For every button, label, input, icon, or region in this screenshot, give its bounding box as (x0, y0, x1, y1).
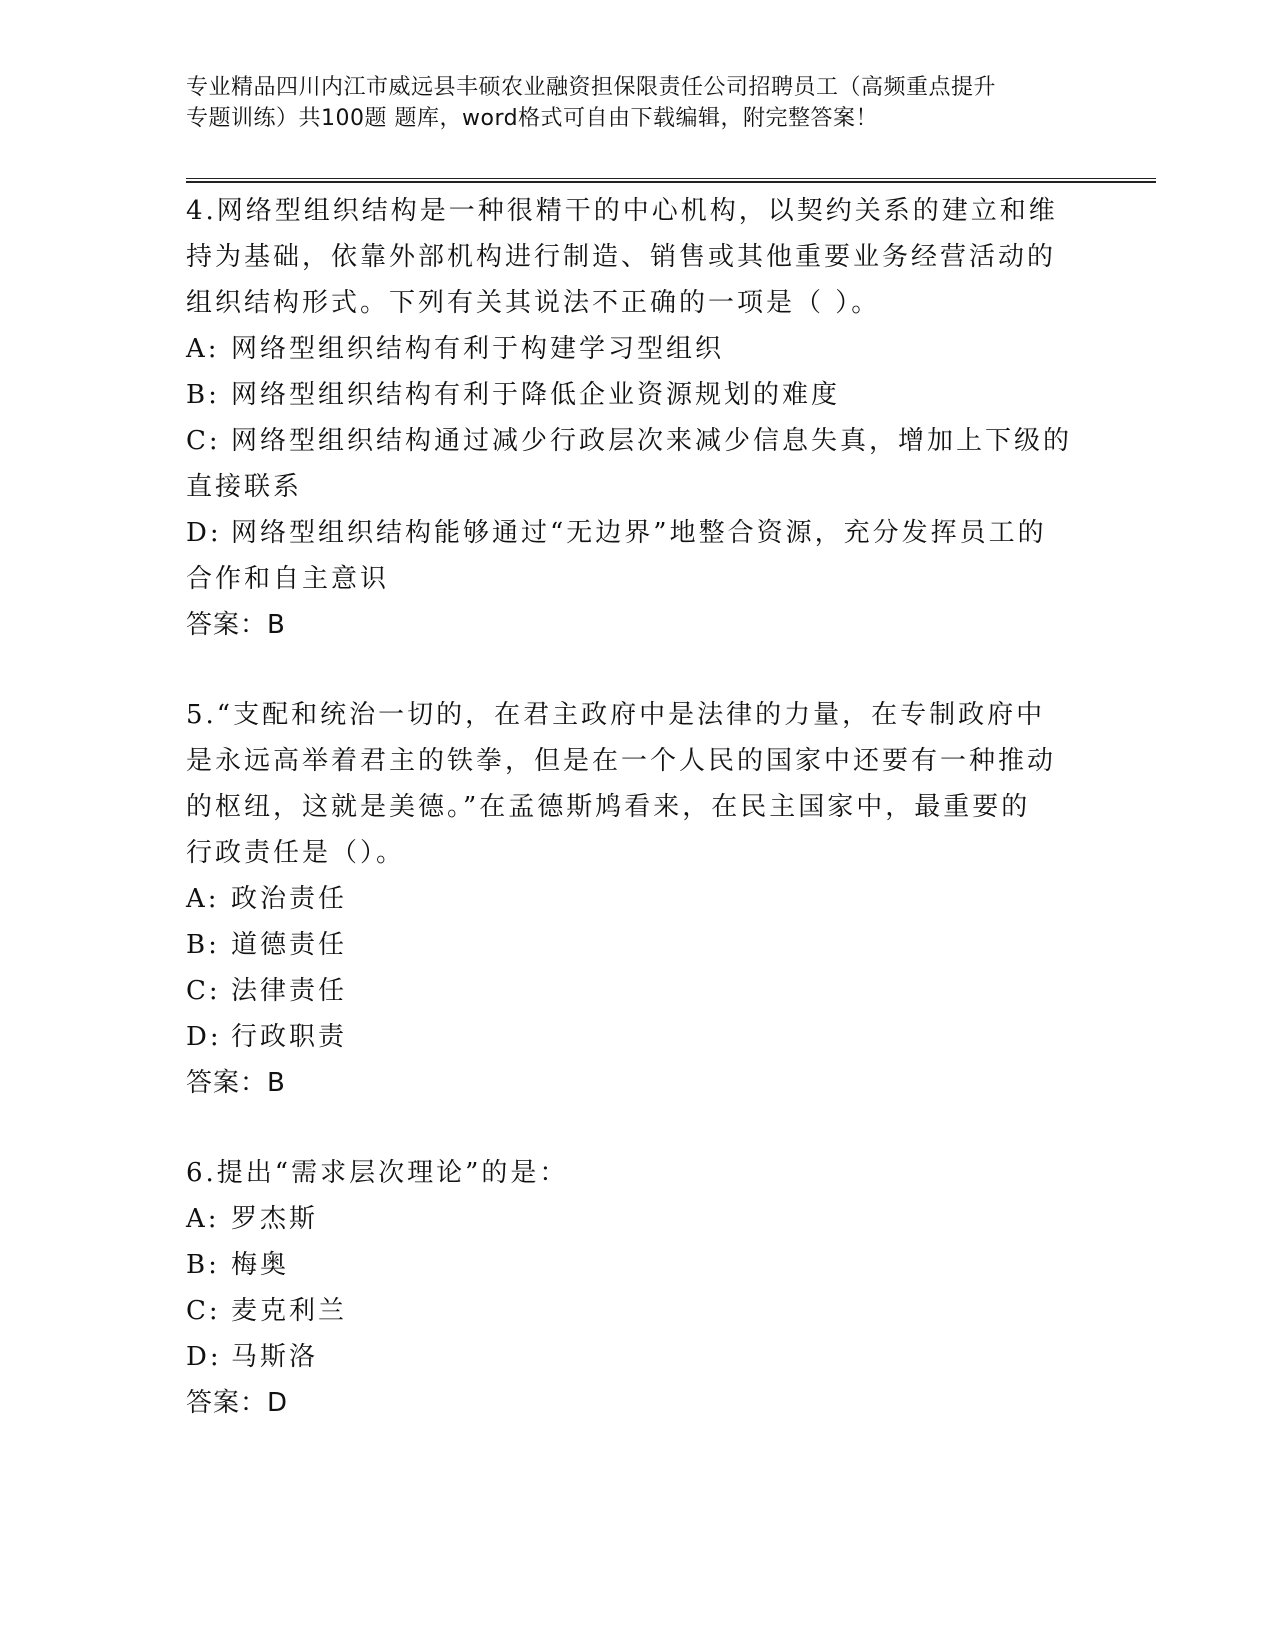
option-label: B: (186, 930, 220, 960)
option-text: 法律责任 (231, 976, 348, 1006)
question-6 (186, 1150, 1086, 1426)
question-stem-line: 5.“支配和统治一切的，在君主政府中是法律的力量，在专制政府中 (186, 700, 1046, 730)
option-text: 马斯洛 (231, 1342, 319, 1372)
option-c (186, 1288, 1086, 1334)
option-label: A: (186, 1204, 220, 1234)
option-b (186, 372, 1086, 418)
question-4 (186, 188, 1086, 648)
question-stem-line: 组织结构形式。下列有关其说法不正确的一项是（ ）。 (186, 288, 881, 318)
answer-text: 答案：D (186, 1388, 289, 1418)
question-stem-line: 是永远高举着君主的铁拳，但是在一个人民的国家中还要有一种推动 (186, 746, 1057, 776)
option-d (186, 510, 1086, 602)
option-a (186, 326, 1086, 372)
option-b (186, 1242, 1086, 1288)
option-text-continued: 直接联系 (186, 472, 303, 502)
option-label: C: (186, 426, 221, 456)
option-label: C: (186, 976, 221, 1006)
option-text-continued: 合作和自主意识 (186, 564, 390, 594)
header-title-line-2: 专题训练）共100题 题库，word格式可自由下载编辑，附完整答案！ (186, 106, 879, 131)
question-list (186, 188, 1086, 1470)
option-label: D: (186, 1342, 222, 1372)
option-text: 网络型组织结构有利于构建学习型组织 (231, 334, 725, 364)
header-title-line-1: 专业精品四川内江市威远县丰硕农业融资担保限责任公司招聘员工（高频重点提升 (186, 75, 997, 100)
option-text: 网络型组织结构通过减少行政层次来减少信息失真，增加上下级的 (231, 426, 1073, 456)
question-stem-line: 的枢纽，这就是美德。”在孟德斯鸠看来，在民主国家中，最重要的 (186, 792, 1031, 822)
option-label: A: (186, 884, 220, 914)
option-a (186, 1196, 1086, 1242)
option-label: A: (186, 334, 220, 364)
option-text: 网络型组织结构能够通过“无边界”地整合资源，充分发挥员工的 (231, 518, 1047, 548)
question-5 (186, 692, 1086, 1106)
question-stem-line: 6.提出“需求层次理论”的是： (186, 1158, 569, 1188)
option-d (186, 1014, 1086, 1060)
option-text: 罗杰斯 (231, 1204, 319, 1234)
option-label: B: (186, 380, 220, 410)
option-text: 梅奥 (231, 1250, 290, 1280)
option-text: 道德责任 (231, 930, 348, 960)
header-divider (186, 178, 1156, 179)
option-text: 政治责任 (231, 884, 348, 914)
option-label: D: (186, 1022, 222, 1052)
option-a (186, 876, 1086, 922)
option-text: 麦克利兰 (231, 1296, 348, 1326)
answer-text: 答案：B (186, 1068, 286, 1098)
answer-text: 答案：B (186, 610, 286, 640)
question-stem-line: 持为基础，依靠外部机构进行制造、销售或其他重要业务经营活动的 (186, 242, 1057, 272)
option-label: D: (186, 518, 222, 548)
option-text: 行政职责 (231, 1022, 348, 1052)
option-d (186, 1334, 1086, 1380)
option-b (186, 922, 1086, 968)
option-text: 网络型组织结构有利于降低企业资源规划的难度 (231, 380, 841, 410)
option-label: C: (186, 1296, 221, 1326)
question-stem-line: 行政责任是（）。 (186, 838, 406, 868)
header-divider-thick (186, 181, 1156, 183)
page-header (186, 72, 1106, 134)
option-c (186, 418, 1086, 510)
option-label: B: (186, 1250, 220, 1280)
option-c (186, 968, 1086, 1014)
question-stem-line: 4.网络型组织结构是一种很精干的中心机构，以契约关系的建立和维 (186, 196, 1058, 226)
